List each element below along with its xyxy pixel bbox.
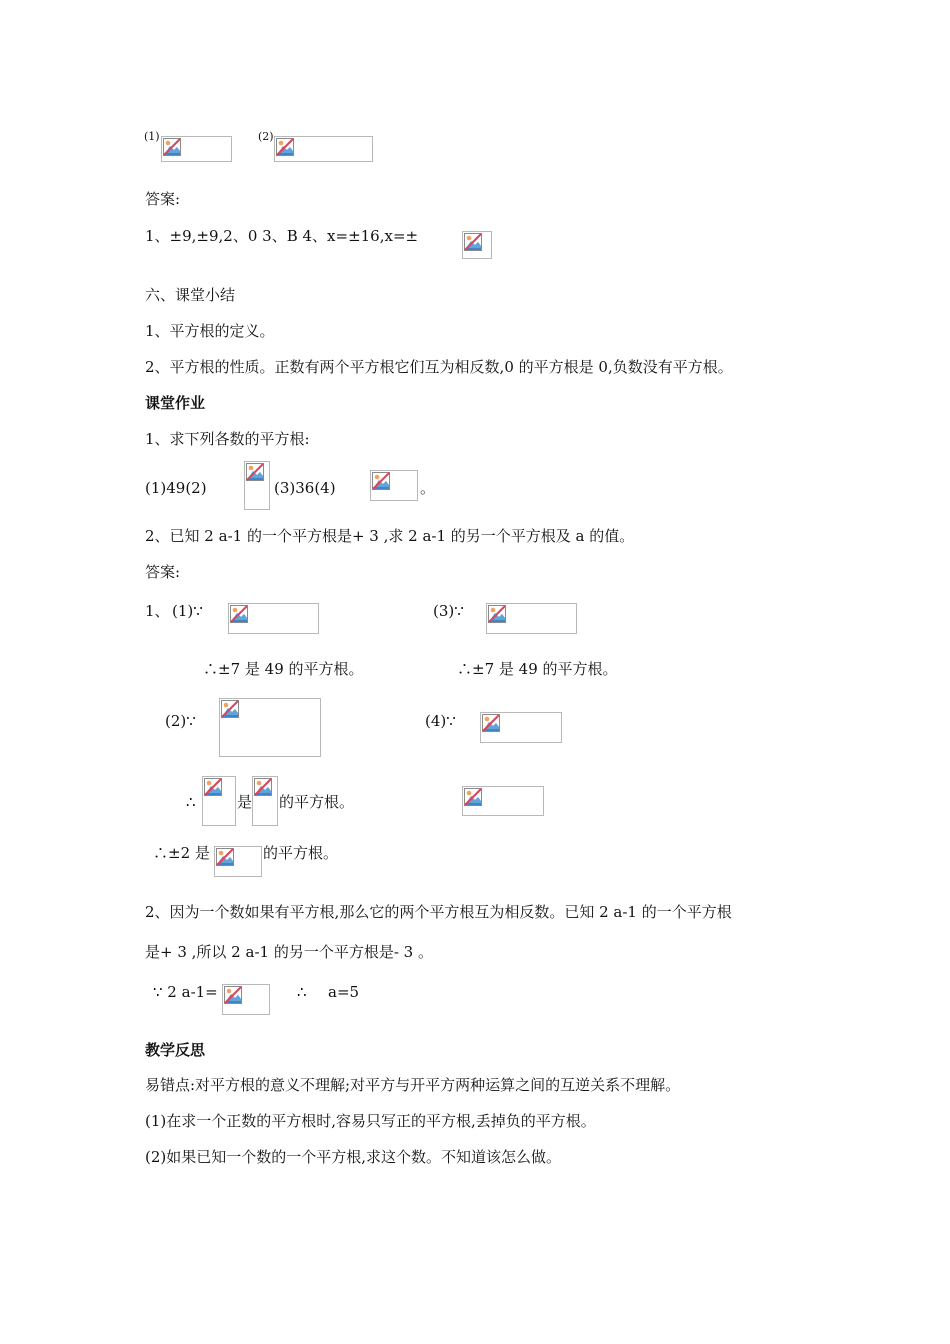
homework-q1-part: (1)49(2) (145, 479, 207, 497)
label-2: (2) (258, 130, 274, 143)
answer-value: a=5 (328, 983, 360, 1001)
answer-part-label: (1)∵ (172, 602, 203, 620)
answer-line: 1、±9,±9,2、0 3、B 4、x=±16,x=± (145, 227, 419, 245)
formula-image (462, 786, 544, 816)
homework-q2: 2、已知 2 a-1 的一个平方根是+ 3 ,求 2 a-1 的另一个平方根及 a 的值。 (145, 527, 635, 545)
answer-text: 是 (237, 793, 253, 811)
formula-image (486, 603, 577, 634)
formula-image (161, 136, 232, 162)
summary-item: 2、平方根的性质。正数有两个平方根它们互为相反数,0 的平方根是 0,负数没有平方根。 (145, 358, 733, 376)
formula-image (214, 846, 262, 877)
summary-item: 1、平方根的定义。 (145, 322, 275, 340)
answer-conclusion: ∴±7 是 49 的平方根。 (203, 660, 364, 678)
formula-image (228, 603, 319, 634)
label-1: (1) (144, 130, 160, 143)
broken-image-icon (464, 233, 482, 251)
answer-part-label: (2)∵ (165, 712, 196, 730)
broken-image-icon (221, 700, 239, 718)
answer-heading: 答案: (145, 190, 181, 208)
reflection-heading: 教学反思 (145, 1041, 206, 1059)
formula-image (274, 136, 373, 162)
answer-2-line: 2、因为一个数如果有平方根,那么它的两个平方根互为相反数。已知 2 a-1 的一个平方根 (145, 903, 732, 921)
broken-image-icon (482, 714, 500, 732)
answer-text: 的平方根。 (263, 844, 339, 862)
reflection-line: (1)在求一个正数的平方根时,容易只写正的平方根,丢掉负的平方根。 (145, 1112, 596, 1130)
answer-equation: ∵ 2 a-1= (153, 983, 218, 1001)
broken-image-icon (216, 848, 234, 866)
answer-text: ∴±2 是 (153, 844, 210, 862)
formula-image (480, 712, 562, 743)
homework-heading: 课堂作业 (145, 394, 206, 412)
formula-image (370, 470, 418, 501)
broken-image-icon (254, 778, 272, 796)
reflection-line: 易错点:对平方根的意义不理解;对平方与开平方两种运算之间的互逆关系不理解。 (145, 1076, 681, 1094)
broken-image-icon (488, 605, 506, 623)
formula-image (244, 461, 270, 510)
broken-image-icon (224, 986, 242, 1004)
formula-image (252, 776, 278, 826)
answer-text: 的平方根。 (279, 793, 355, 811)
broken-image-icon (276, 138, 294, 156)
broken-image-icon (372, 472, 390, 490)
therefore-symbol: ∴ (297, 983, 307, 1001)
answer-1-prefix: 1、 (145, 602, 170, 620)
formula-image (202, 776, 236, 826)
therefore-symbol: ∴ (186, 793, 196, 811)
reflection-line: (2)如果已知一个数的一个平方根,求这个数。不知道该怎么做。 (145, 1148, 562, 1166)
formula-image (219, 698, 321, 757)
summary-heading: 六、课堂小结 (145, 286, 236, 304)
formula-image (462, 231, 492, 259)
broken-image-icon (163, 138, 181, 156)
broken-image-icon (464, 788, 482, 806)
broken-image-icon (204, 778, 222, 796)
homework-q1: 1、求下列各数的平方根: (145, 430, 310, 448)
formula-image (222, 984, 270, 1015)
broken-image-icon (230, 605, 248, 623)
broken-image-icon (246, 463, 264, 481)
answer-conclusion: ∴±7 是 49 的平方根。 (457, 660, 618, 678)
answers-heading: 答案: (145, 563, 181, 581)
answer-part-label: (4)∵ (425, 712, 456, 730)
homework-q1-end: 。 (420, 479, 436, 497)
answer-2-line: 是+ 3 ,所以 2 a-1 的另一个平方根是- 3 。 (145, 943, 433, 961)
homework-q1-part: (3)36(4) (274, 479, 336, 497)
answer-part-label: (3)∵ (433, 602, 464, 620)
